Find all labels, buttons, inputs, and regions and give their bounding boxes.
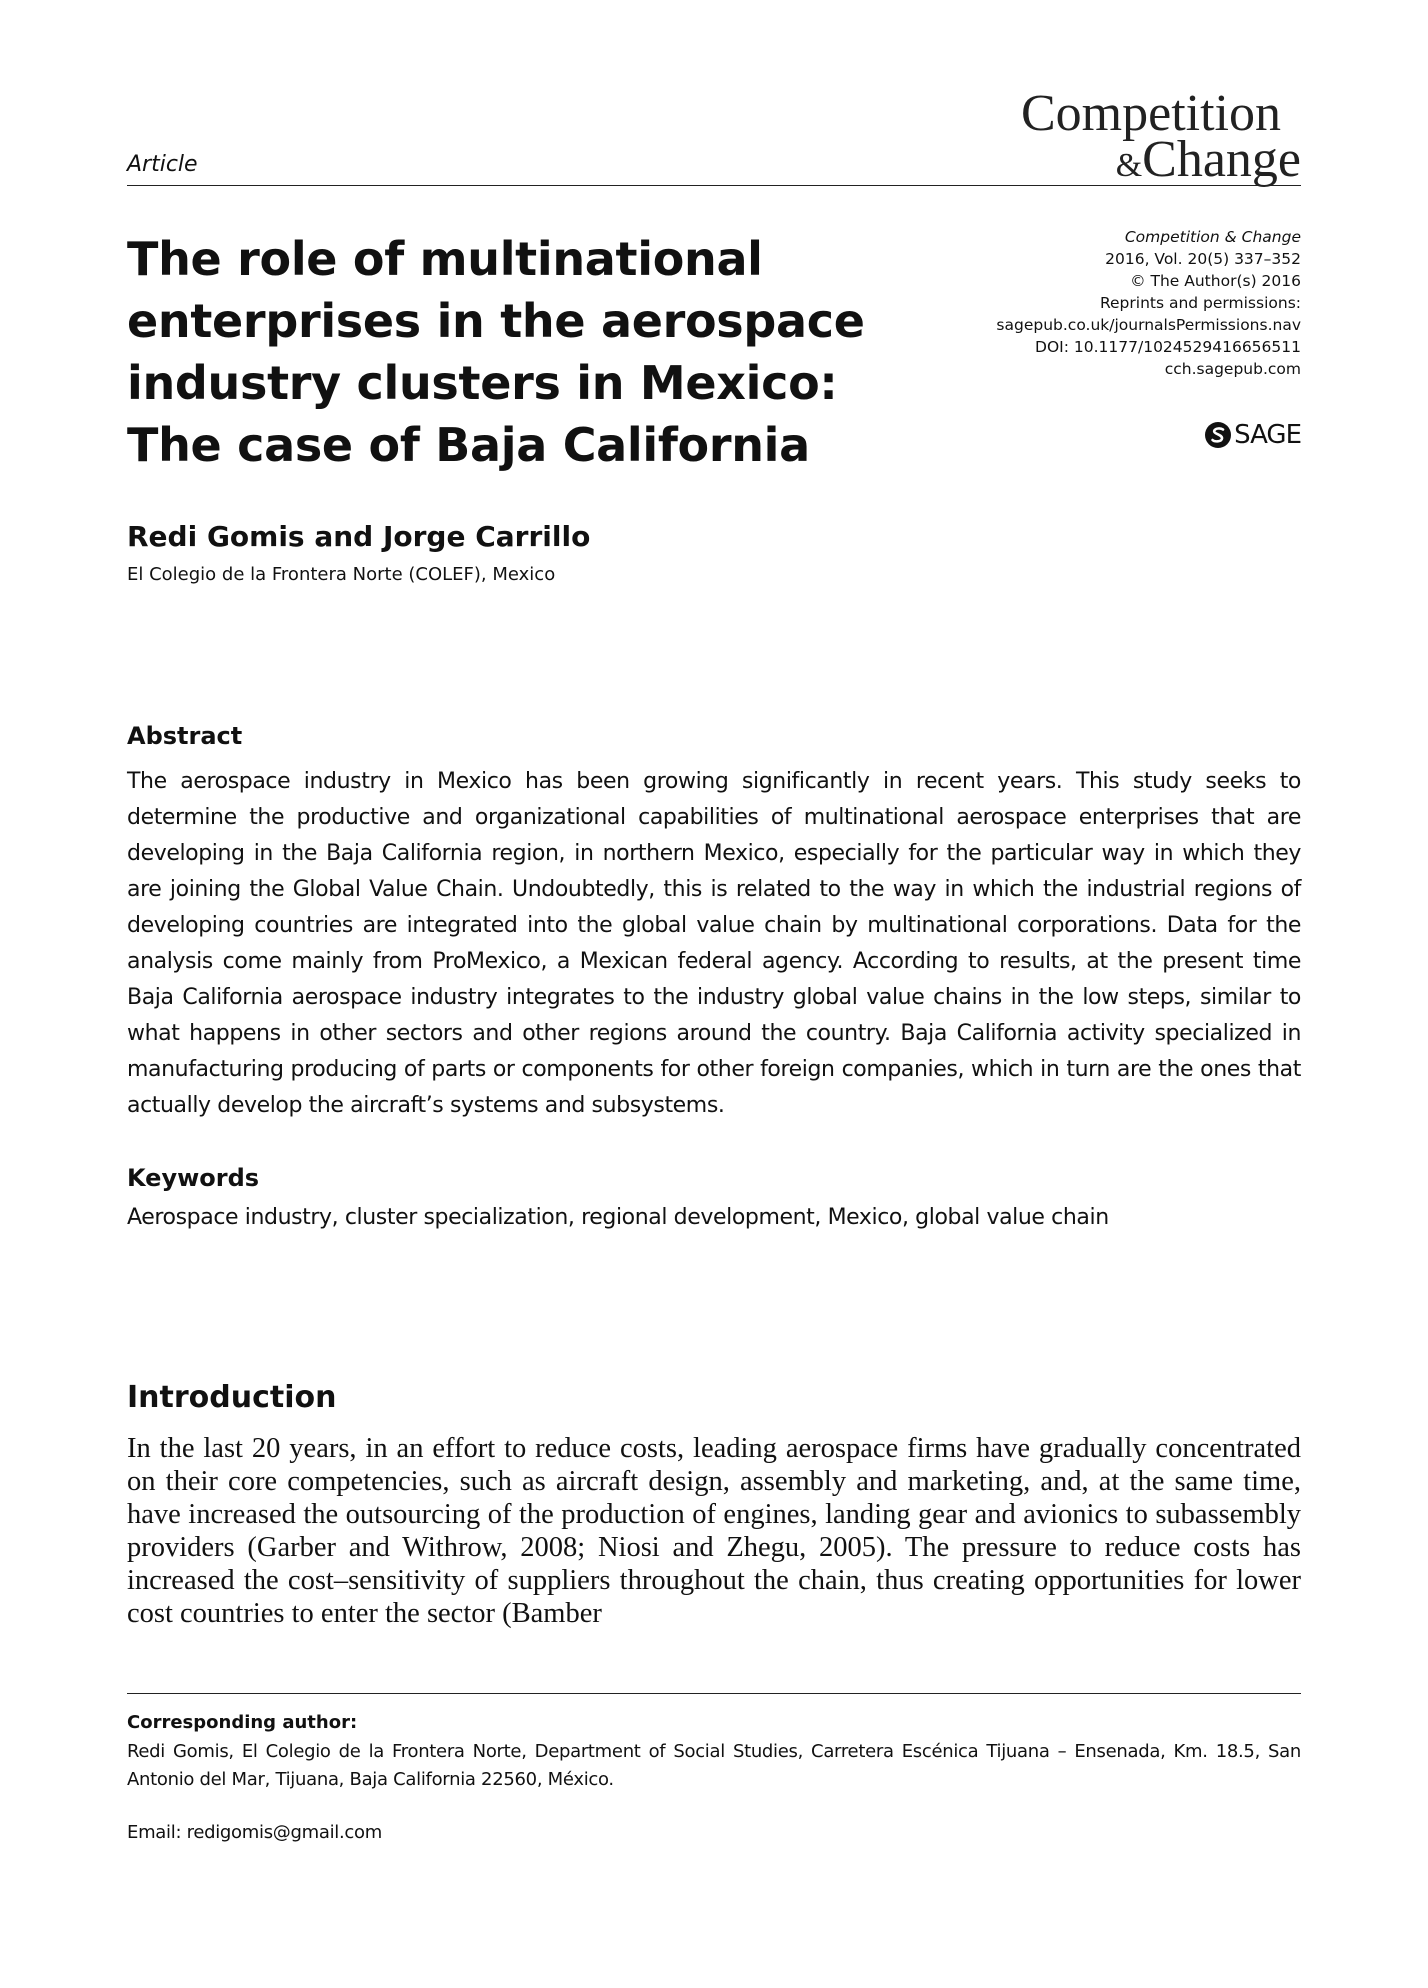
sage-logo (1204, 420, 1301, 450)
authors: Redi Gomis and Jorge Carrillo (127, 520, 591, 553)
affiliation: El Colegio de la Frontera Norte (COLEF), Mexico (127, 564, 556, 585)
meta-site-link[interactable]: cch.sagepub.com (1164, 360, 1301, 378)
journal-logo-line2-text: Change (1142, 131, 1301, 188)
meta-copyright: © The Author(s) 2016 (1130, 272, 1301, 290)
meta-doi[interactable]: DOI: 10.1177/1024529416656511 (1035, 338, 1301, 356)
corresponding-author-heading: Corresponding author: (127, 1712, 358, 1733)
sage-s-icon (1204, 421, 1232, 449)
keywords-heading: Keywords (127, 1164, 260, 1192)
journal-logo (1021, 85, 1301, 188)
meta-journal-name: Competition & Change (1124, 228, 1301, 246)
corresponding-author-text: Redi Gomis, El Colegio de la Frontera Norte, Department of Social Studies, Carretera Escénica Tijuana – Ensenada, Km. 18.5, San Antonio del Mar, Tijuana, Baja California 22560, México. (127, 1741, 1301, 1790)
meta-volume: 2016, Vol. 20(5) 337–352 (1105, 250, 1301, 268)
introduction-heading: Introduction (127, 1380, 337, 1415)
header-divider (127, 185, 1301, 186)
abstract-text: The aerospace industry in Mexico has been growing significantly in recent years. This study seeks to determine the productive and organizational capabilities of multinational aerospace enterprises that are developing in the Baja California region, in northern Mexico, especially for the particular way in which they are joining the Global Value Chain. Undoubtedly, this is related to the way in which the industrial regions of developing countries are integrated into the global value chain by multinational corporations. Data for the analysis come mainly from ProMexico, a Mexican federal agency. According to results, at the present time Baja California aerospace industry integrates to the industry global value chains in the low steps, similar to what happens in other sectors and other regions around the country. Baja California activity specialized in manufacturing producing of parts or components for other foreign companies, which in turn are the ones that actually develop the aircraft’s systems and subsystems. (127, 769, 1301, 1118)
meta-permissions-link[interactable]: sagepub.co.uk/journalsPermissions.nav (996, 316, 1301, 334)
introduction-text: In the last 20 years, in an effort to reduce costs, leading aerospace firms have gradually concentrated on their core competencies, such as aircraft design, assembly and marketing, and, at the same time, have increased the outsourcing of the production of engines, landing gear and avionics to subassembly providers (Garber and Withrow, 2008; Niosi and Zhegu, 2005). The pressure to reduce costs has increased the cost–sensitivity of suppliers throughout the chain, thus creating opportunities for lower cost countries to enter the sector (Bamber (127, 1433, 1301, 1629)
publication-meta (996, 226, 1301, 380)
journal-logo-line1: Competition (1021, 85, 1281, 142)
footnote-divider (127, 1693, 1301, 1694)
meta-reprints: Reprints and permissions: (1099, 294, 1301, 312)
corresponding-author-email[interactable]: Email: redigomis@gmail.com (127, 1822, 382, 1843)
article-title: The role of multinational enterprises in the aerospace industry clusters in Mexico: The case of Baja California (127, 232, 865, 472)
article-type-label: Article (127, 152, 198, 177)
sage-logo-text: SAGE (1234, 420, 1301, 450)
abstract-heading: Abstract (127, 722, 243, 750)
journal-logo-amp: & (1115, 147, 1143, 184)
keywords-text: Aerospace industry, cluster specialization, regional development, Mexico, global value chain (127, 1205, 1109, 1230)
